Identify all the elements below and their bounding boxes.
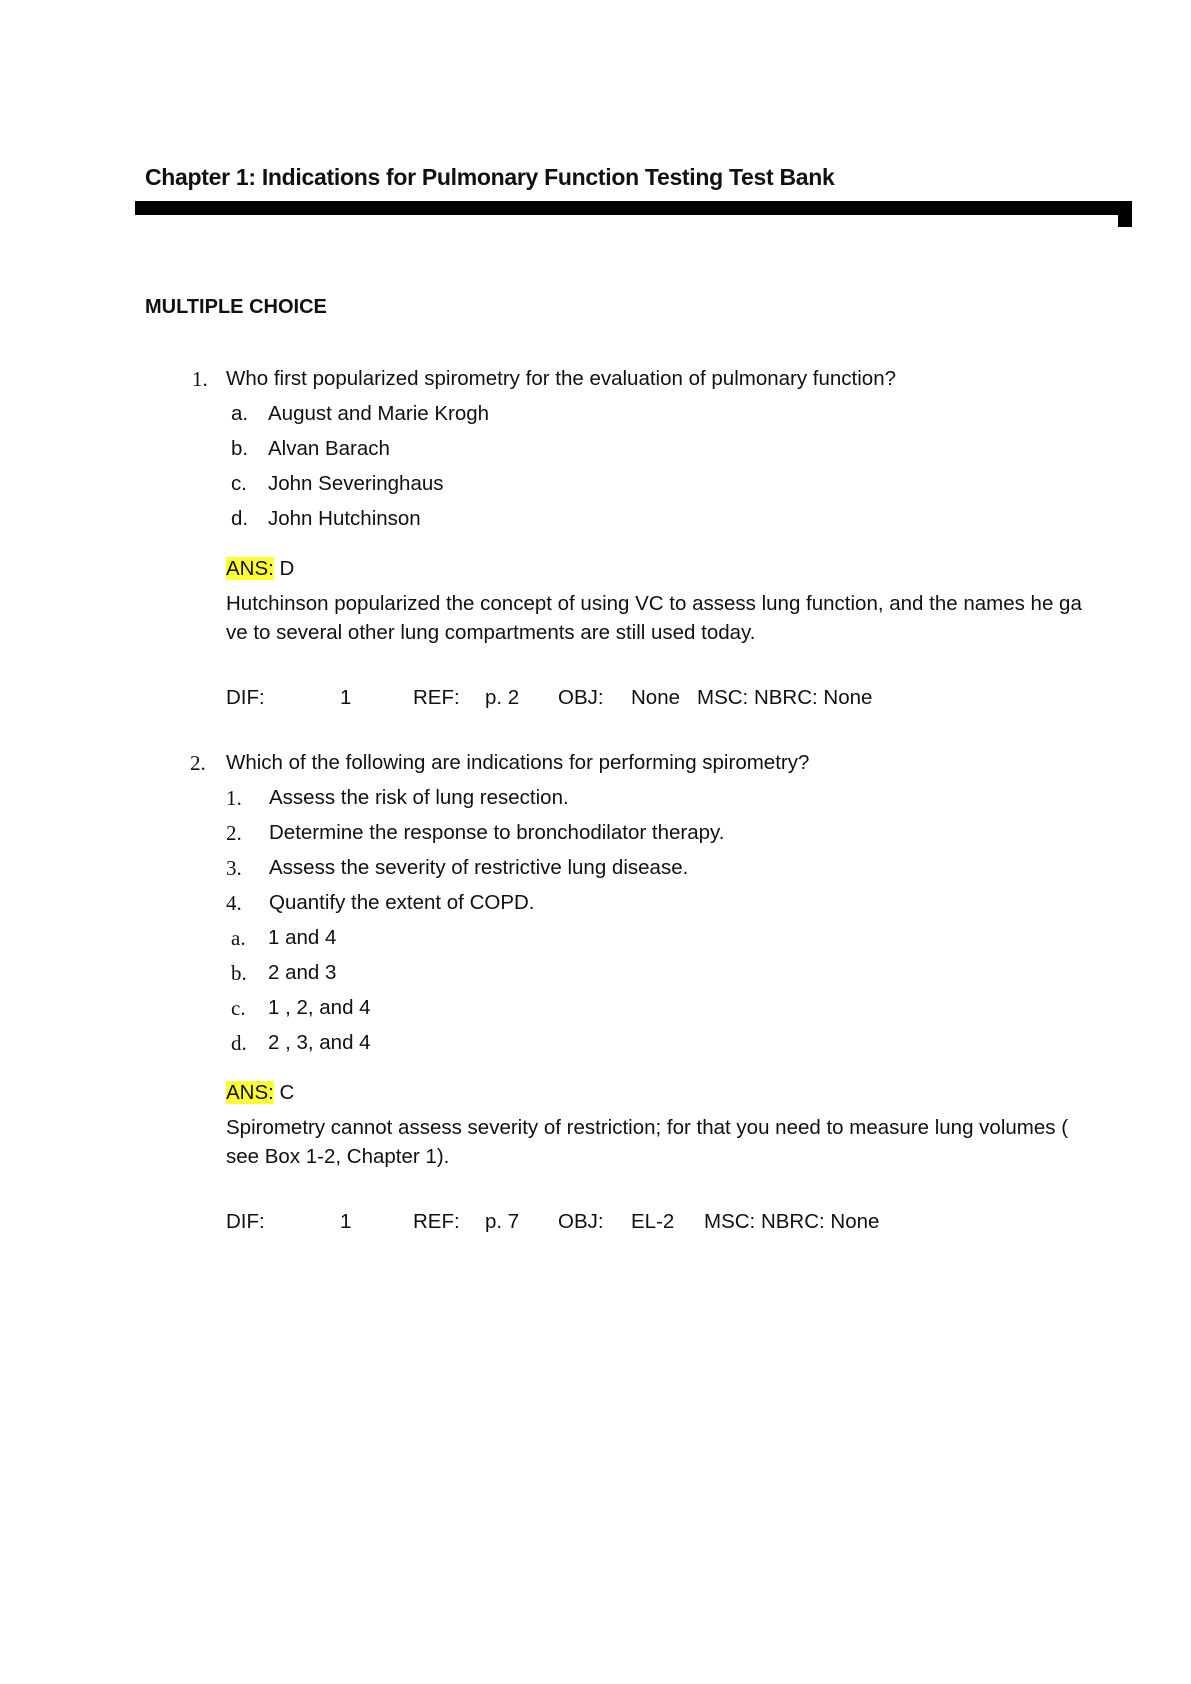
option-text: John Hutchinson: [268, 507, 421, 530]
answer-line: [226, 1081, 294, 1105]
obj-label: OBJ:: [558, 686, 604, 709]
option-text: Alvan Barach: [268, 437, 390, 460]
item-number: 3.: [226, 856, 242, 880]
dif-label: DIF:: [226, 686, 265, 709]
question-text: Who first popularized spirometry for the evaluation of pulmonary function?: [226, 367, 897, 390]
rationale-line: Hutchinson popularized the concept of using VC to assess lung function, and the names he ga: [226, 592, 1082, 615]
item-number: 2.: [226, 821, 242, 845]
option-text: 1 and 4: [268, 926, 337, 949]
answer-value: D: [273, 557, 295, 580]
question-number: 2.: [190, 751, 206, 775]
obj-value: None: [631, 686, 681, 709]
obj-label: OBJ:: [558, 1210, 604, 1233]
question-number: 1.: [192, 367, 208, 391]
answer-line: [226, 557, 294, 581]
msc-value: MSC: NBRC: None: [704, 1210, 880, 1233]
dif-value: 1: [340, 1210, 352, 1233]
option-text: 2 , 3, and 4: [268, 1031, 371, 1054]
answer-value: C: [273, 1081, 295, 1104]
option-text: 2 and 3: [268, 961, 337, 984]
option-letter: d.: [231, 1031, 247, 1055]
item-text: Quantify the extent of COPD.: [269, 891, 535, 914]
section-heading: MULTIPLE CHOICE: [145, 296, 327, 318]
option-letter: b.: [231, 437, 249, 460]
obj-value: EL-2: [631, 1210, 675, 1233]
option-letter: c.: [231, 996, 246, 1020]
page-title: Chapter 1: Indications for Pulmonary Function Testing Test Bank: [145, 164, 835, 190]
dif-value: 1: [340, 686, 352, 709]
option-letter: a.: [231, 402, 249, 425]
option-letter: a.: [231, 926, 246, 950]
msc-value: MSC: NBRC: None: [697, 686, 873, 709]
ref-value: p. 2: [485, 686, 520, 709]
ref-label: REF:: [413, 686, 460, 709]
option-text: 1 , 2, and 4: [268, 996, 371, 1019]
rationale-line: ve to several other lung compartments are still used today.: [226, 621, 756, 644]
ref-label: REF:: [413, 1210, 460, 1233]
item-text: Determine the response to bronchodilator therapy.: [269, 821, 725, 844]
question-text: Which of the following are indications for performing spirometry?: [226, 751, 810, 774]
title-rule: [135, 201, 1129, 215]
item-text: Assess the risk of lung resection.: [269, 786, 569, 809]
title-rule-end: [1118, 201, 1132, 227]
item-text: Assess the severity of restrictive lung disease.: [269, 856, 689, 879]
item-number: 1.: [226, 786, 242, 810]
rationale-line: Spirometry cannot assess severity of restriction; for that you need to measure lung volumes (: [226, 1116, 1069, 1139]
option-letter: b.: [231, 961, 247, 985]
dif-label: DIF:: [226, 1210, 265, 1233]
answer-label: ANS:: [226, 1081, 274, 1104]
option-letter: c.: [231, 472, 247, 495]
item-number: 4.: [226, 891, 242, 915]
answer-label: ANS:: [226, 557, 274, 580]
option-text: John Severinghaus: [268, 472, 444, 495]
ref-value: p. 7: [485, 1210, 520, 1233]
option-letter: d.: [231, 507, 249, 530]
rationale-line: see Box 1-2, Chapter 1).: [226, 1145, 450, 1168]
option-text: August and Marie Krogh: [268, 402, 490, 425]
